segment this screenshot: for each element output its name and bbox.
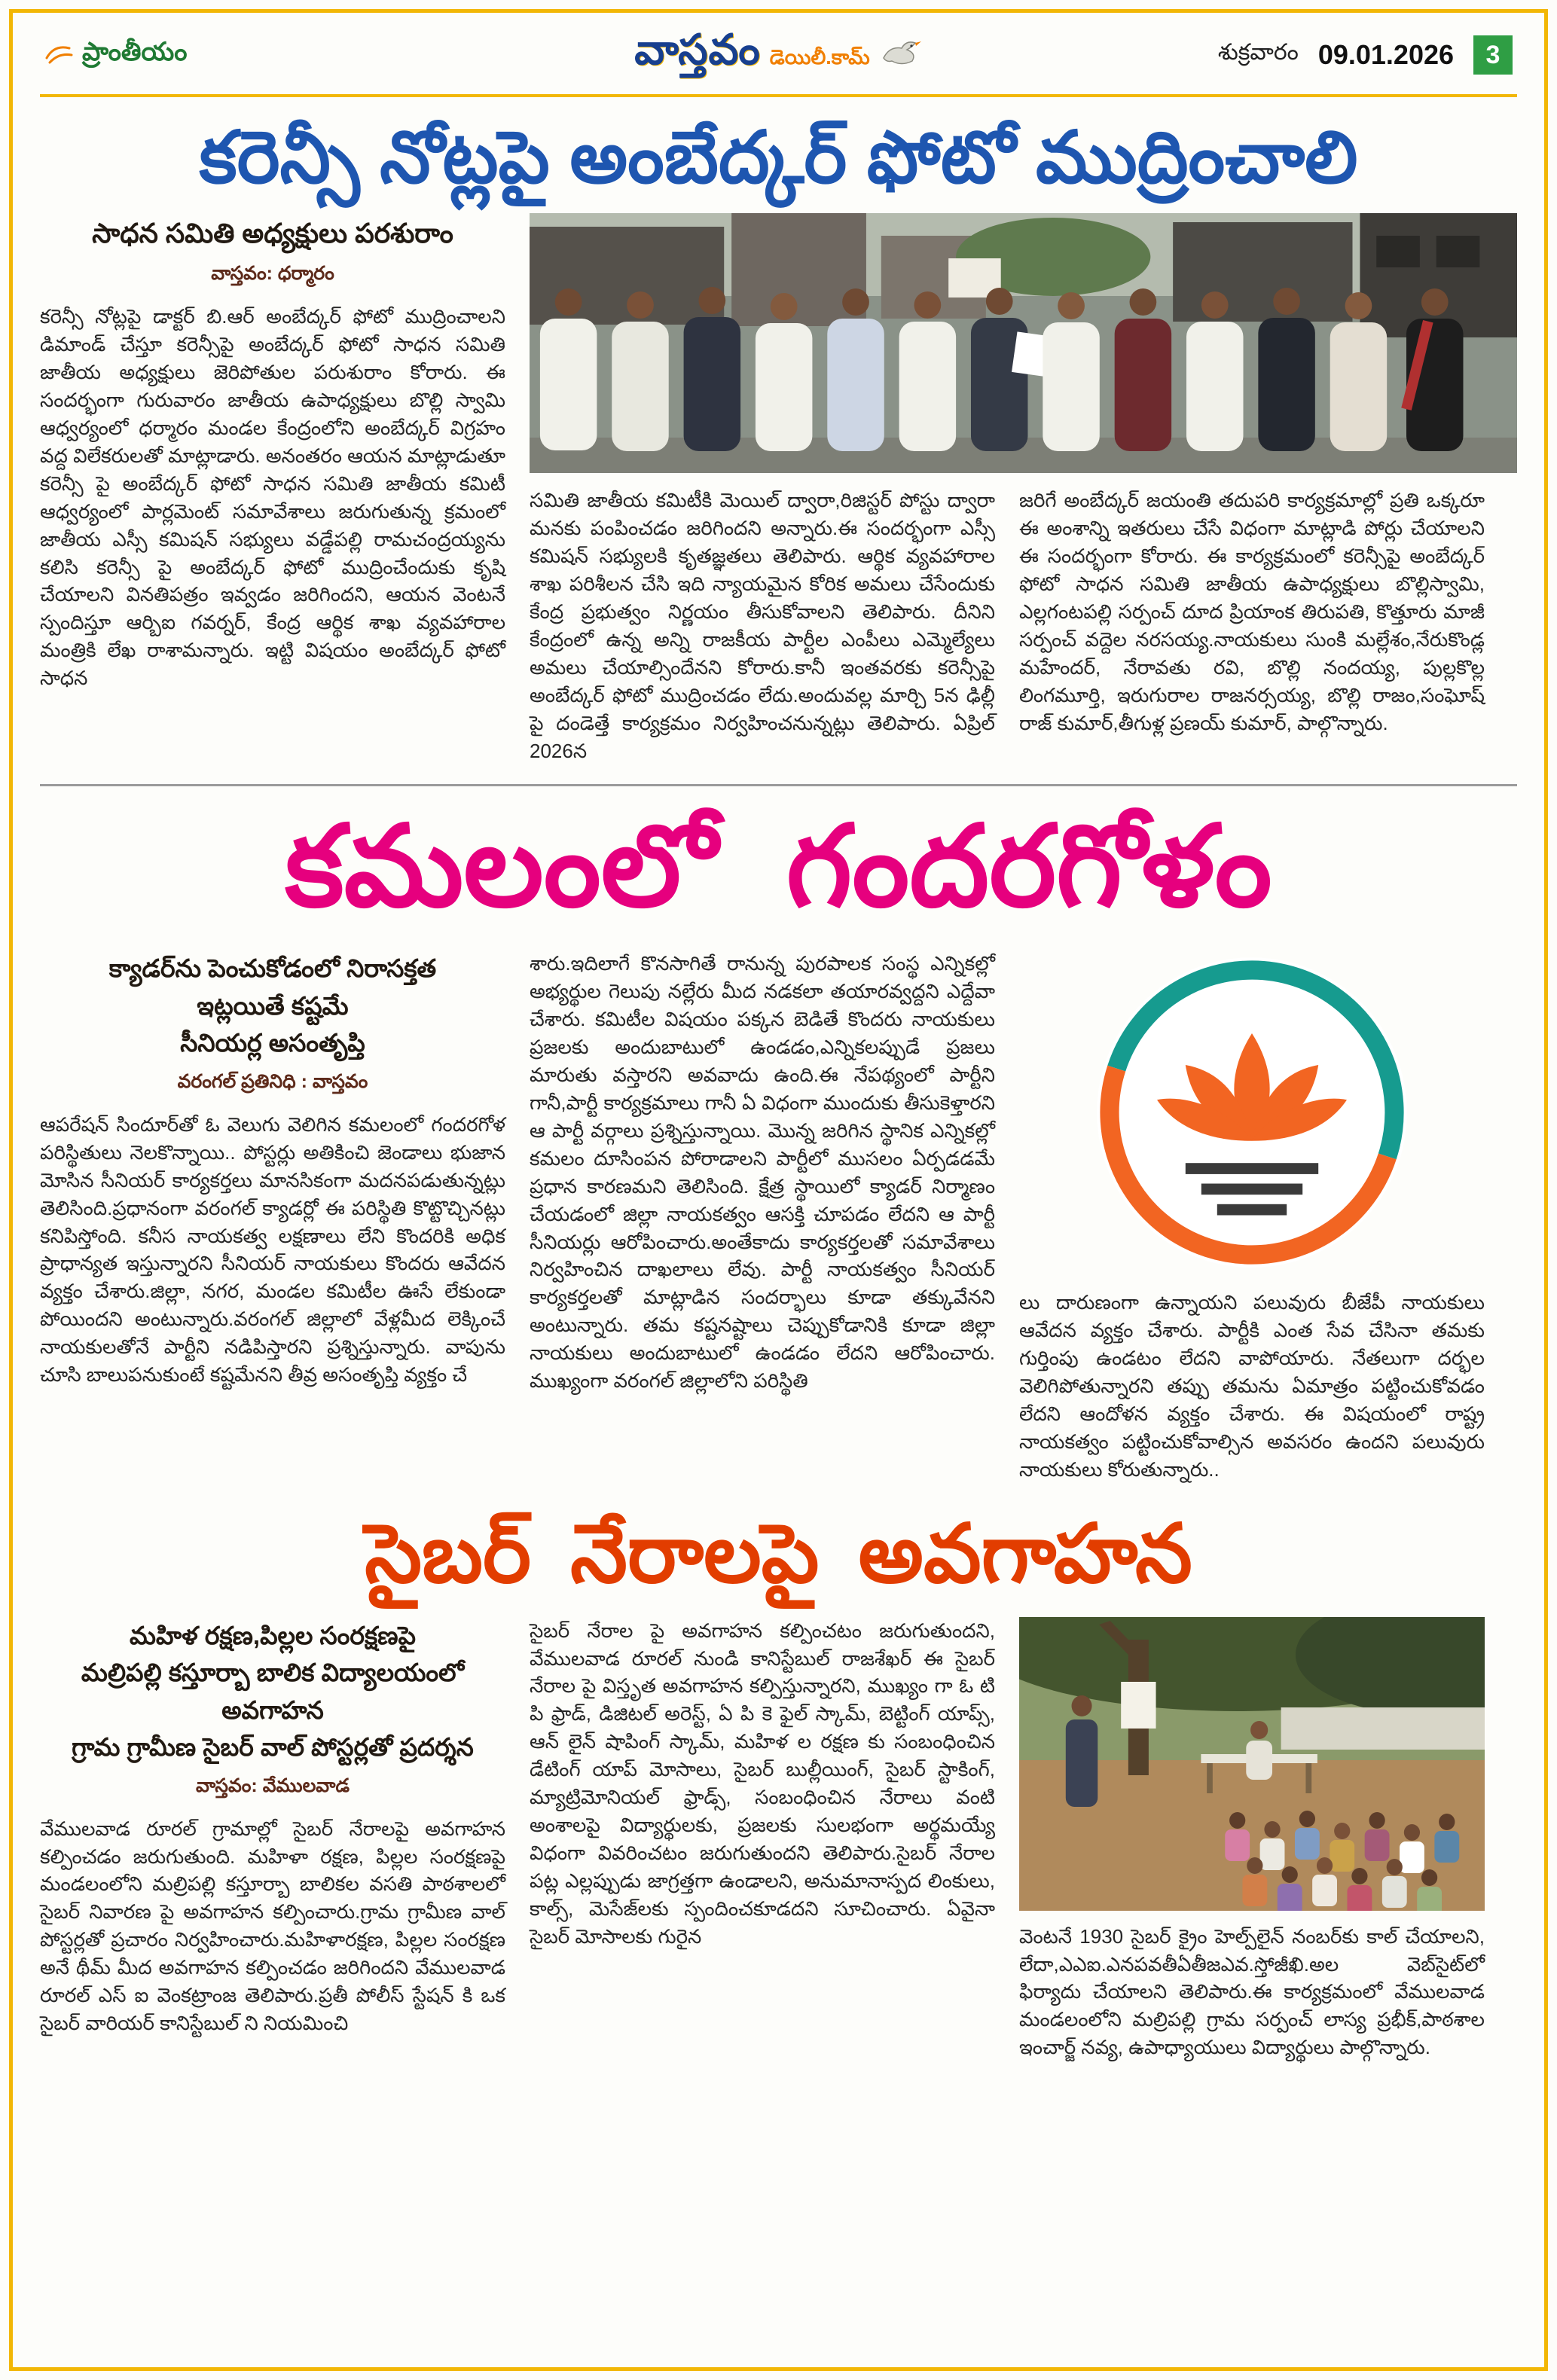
masthead-date <box>923 35 1513 75</box>
article2-headline: కమలంలో గందరగోళం <box>285 803 1272 930</box>
article3-subhead-line3: గ్రామ గ్రామీణ సైబర్ వాల్ పోస్టర్లతో ప్రదర్శన <box>72 1733 474 1762</box>
article3-subhead-line2: మల్రిపల్లి కస్తూర్బా బాలిక విద్యాలయంలో అవగాహన <box>81 1658 465 1724</box>
article3-byline: వాస్తవం: వేములవాడ <box>196 1774 350 1796</box>
section-label: ప్రాంతీయం <box>82 37 188 66</box>
article2-col3-text: లు దారుణంగా ఉన్నాయని పలువురు బీజేపీ నాయకులు ఆవేదన వ్యక్తం చేశారు. పార్టీకి ఎంత సేవ చేసినా తమకు గుర్తింపు ఉండటం లేదని వాపోయారు. నేతలుగా దర్భల వెలిగిపోతున్నారని తప్పు తమను ఏమాత్రం పట్టించుకోవడం లేదని ఆందోళన వ్యక్తం చేశారు. ఈ విషయంలో రాష్ట్ర నాయకత్వం పట్టించుకోవాల్సిన అవసరం ఉందని పలువురు నాయకులు కోరుతున్నారు.. <box>1019 1291 1485 1481</box>
newspaper-page <box>13 13 1544 2367</box>
masthead <box>40 13 1517 97</box>
article3-photo <box>1019 1617 1485 1911</box>
article2-left-column <box>40 950 505 1483</box>
article3-left-column <box>40 1617 505 2062</box>
article2-byline: వరంగల్ ప్రతినిధి : వాస్తవం <box>177 1070 368 1092</box>
article3-col2-text: సైబర్ నేరాల పై అవగాహన కల్పించటం జరుగుతుందని, వేములవాడ రూరల్ నుండి కానిస్టేబుల్ రాజశేఖర్ ఈ సైబర్ నేరాల పై విస్తృత అవగాహన కల్పిస్తున్నారని, ముఖ్యం గా ఓ టి పి ఫ్రాడ్, డిజిటల్ అరెస్ట్, ఏ పి కె ఫైల్ స్కామ్, బెట్టింగ్ యాప్స్, ఆన్ లైన్ షాపింగ్ స్కామ్, మహిళ ల రక్షణ కు సంబంధించిన డేటింగ్ యాప్ మోసాలు, సైబర్ బుల్లీయింగ్, సైబర్ స్టాకింగ్, మ్యాట్రిమోనియల్ ఫ్రాడ్స్, సంబంధించిన నేరాలు వంటి అంశాలపై విద్యార్థులకు, ప్రజలకు సులభంగా అర్థమయ్యే విధంగా వివరించటం జరుగుతుందని తెలిపారు.సైబర్ నేరాల పట్ల ఎల్లప్పుడు జాగ్రత్తగా ఉండాలని, అనుమానాస్పద లింకులు, కాల్స్, మెసేజ్‌లకు స్పందించకూడదని సూచించారు. ఏవైనా సైబర్ మోసాలకు గురైన <box>530 1619 995 1948</box>
article1-col1-text: కరెన్సీ నోట్లపై డాక్టర్ బి.ఆర్ అంబేద్కర్ ఫోటో ముద్రించాలని డిమాండ్ చేస్తూ కరెన్సీపై అంబేద్కర్ ఫోటో సాధన సమితి జాతీయ అధ్యక్షులు జెరిపోతుల పరుశురాం కోరారు. ఈ సందర్భంగా గురువారం జాతీయ ఉపాధ్యక్షులు బొల్లి స్వామి ఆధ్వర్యంలో ధర్మారం మండల కేంద్రంలోని అంబేద్కర్ విగ్రహం వద్ద విలేకరులతో మాట్లాడారు. అనంతరం ఆయన మాట్లాడుతూ కరెన్సీ పై అంబేద్కర్ ఫోటో సాధన సమితి జాతీయ కమిటీ ఆధ్వర్యంలో పార్లమెంట్ సమావేశాలు జరుగుతున్న క్రమంలో జాతీయ ఎస్సీ కమిషన్ సభ్యులు వడ్డేపల్లి రామచంద్రయ్యను కలిసి కరెన్సీ పై అంబేద్కర్ ఫోటో ముద్రించేందుకు కృషి చేయాలని వినతిపత్రం ఇవ్వడం జరిగిందని, ఆయన వెంటనే స్పందిస్తూ ఆర్బిఐ గవర్నర్, కేంద్ర ఆర్థిక శాఖ వ్యవహారాల మంత్రికి లేఖ రాశామన్నారు. ఇట్టి విషయం అంబేద్కర్ ఫోటో సాధన <box>40 305 505 690</box>
article1-left-column <box>40 213 505 764</box>
article3 <box>40 1617 1517 2062</box>
article2 <box>40 950 1517 1483</box>
article1-byline: వాస్తవం: ధర్మారం <box>211 263 334 285</box>
article1-lower-columns <box>530 487 1517 764</box>
brand-suffix: డెయిలీ.కామ్ <box>769 46 870 69</box>
article2-subhead-line3: సీనియర్ల అసంతృప్తి <box>180 1029 365 1057</box>
article1-subhead: సాధన సమితి అధ్యక్షులు పరశురాం <box>92 218 453 249</box>
weekday-label: శుక్రవారం <box>1217 39 1299 65</box>
article2-col2-text: శారు.ఇదిలాగే కొనసాగితే రానున్న పురపాలక సంస్థ ఎన్నికల్లో అభ్యర్థుల గెలుపు నల్లేరు మీద నడకలా తయారవ్వద్దని ఎద్దేవా చేశారు. కమిటీల విషయం పక్కన బెడితే కొందరు నాయకులు ప్రజలకు అందుబాటులో ఉండడం,ఎన్నికలప్పుడే ప్రజలు మారుతు వస్తారని అవవాదు ఉంది.ఈ నేపథ్యంలో పార్టీని గానీ,పార్టీ కార్యక్రమాలు గానీ ఏ విధంగా ముందుకు తీసుకెళ్తారని ఆ పార్టీ వర్గాలు ప్రశ్నిస్తున్నాయి. మొన్న జరిగిన స్థానిక ఎన్నికల్లో కమలం దూసింపన పోరాడాలని పార్టీలో ముసలం ఏర్పడడమే ప్రధాన కారణమని తెలిసింది. క్షేత్ర స్థాయిలో క్యాడర్ నిర్మాణం చేయడంలో జిల్లా నాయకత్వం ఆసక్తి చూపడం లేదని ఆ పార్టీ సీనియర్లు ఆరోపించారు.అంతేకాదు కార్యకర్తలతో సమావేశాలు నిర్వహించిన దాఖలాలు లేవు. పార్టీ నాయకత్వం సీనియర్ కార్యకర్తలతో మాట్లాడిన సందర్భాలు కూడా తక్కువేనని అంటున్నారు. తమ కష్టనష్టాలు చెప్పుకోడానికి కూడా జిల్లా నాయకులు అందుబాటులో ఉండడం లేదని ఆరోపించారు. ముఖ్యంగా వరంగల్ జిల్లాలోని పరిస్థితి <box>530 952 995 1393</box>
article3-col3-text: వెంటనే 1930 సైబర్ క్రైం హెల్ప్‌లైన్ నంబర్‌కు కాల్ చేయాలని, లేదా,ఎఎఐ.ఎనపవతీఏతీజఎవ.స్తోజీఖి.అల వెబ్‌సైట్‌లో ఫిర్యాదు చేయాలని తెలిపారు.ఈ కార్యక్రమంలో వేములవాడ మండలంలోని మల్రిపల్లి గ్రామ సర్పంచ్ లాస్య ప్రభీక్,పాఠశాల ఇంచార్జ్ నవ్య, ఉపాధ్యాయులు విద్యార్థులు పాల్గొన్నారు. <box>1019 1924 1485 2059</box>
article1 <box>40 213 1517 764</box>
date-value: 09.01.2026 <box>1317 39 1455 70</box>
article3-right-column <box>1019 1617 1485 2062</box>
brand-title: వాస్తవం <box>634 26 761 73</box>
section-divider <box>40 784 1517 786</box>
article2-right-column <box>1019 950 1485 1483</box>
article3-subhead <box>40 1617 505 1766</box>
article3-headline: సైబర్ నేరాలపై అవగాహన <box>365 1507 1192 1599</box>
masthead-section <box>44 38 634 73</box>
article2-subhead-line2: ఇట్లయితే కష్టమే <box>197 991 349 1020</box>
article3-subhead-line1: మహిళ రక్షణ,పిల్లల సంరక్షణపై <box>130 1621 416 1649</box>
article1-right-area <box>530 213 1517 764</box>
article2-subhead-line1: క్యాడర్‌ను పెంచుకోడంలో నిరాసక్తత <box>108 954 437 983</box>
article1-col2-text: సమితి జాతీయ కమిటీకి మెయిల్ ద్వారా,రిజిస్టర్ పోస్టు ద్వారా మనకు పంపించడం జరిగిందని అన్నారు.ఈ సందర్భంగా ఎస్సీ కమిషన్ సభ్యులకి కృతజ్ఞతలు తెలిపారు. ఆర్థిక వ్యవహారాల శాఖ పరిశీలన చేసి ఇది న్యాయమైన కోరిక అమలు చేసేందుకు కేంద్ర ప్రభుత్వం నిర్ణయం తీసుకోవాలని తెలిపారు. దీనిని కేంద్రంలో ఉన్న అన్ని రాజకీయ పార్టీల ఎంపీలు ఎమ్మెల్యేలు అమలు చేయాల్సిందేనని కోరారు.కానీ ఇంతవరకు కరెన్సీపై అంబేద్కర్ ఫోటో ముద్రించడం లేదు.అందువల్ల మార్చి 5న ఢిల్లీ పై దండెత్తే కార్యక్రమం నిర్వహించనున్నట్లు తెలిపారు. ఏప్రిల్ 2026న <box>530 489 995 762</box>
dove-icon <box>879 38 923 72</box>
bjp-lotus-logo <box>1019 950 1485 1289</box>
page-number-badge: 3 <box>1473 35 1513 75</box>
article3-col1-text: వేములవాడ రూరల్ గ్రామాల్లో సైబర్ నేరాలపై అవగాహన కల్పించడం జరుగుతుంది. మహిళా రక్షణ, పిల్లల సంరక్షణపై మండలంలోని మల్రిపల్లి కస్తూర్బా బాలికల వసతి పాఠశాలలో సైబర్ నివారణ పై అవగాహన కల్పించారు.గ్రామ గ్రామీణ వాల్ పోస్టర్లతో ప్రచారం నిర్వహించారు.మహిళారక్షణ, పిల్లల సంరక్షణ అనే థీమ్ మీద అవగాహన కల్పించడం జరిగిందని వేములవాడ రూరల్ ఎస్ ఐ వెంకట్రాంజ తెలిపారు.ప్రతీ పోలీస్ స్టేషన్ కి ఒక సైబర్ వారియర్ కానిస్టేబుల్ ని నియమించి <box>40 1817 505 2034</box>
masthead-brand <box>634 25 922 85</box>
flourish-icon <box>44 41 75 69</box>
article2-col1-text: ఆపరేషన్ సిందూర్‌తో ఓ వెలుగు వెలిగిన కమలంలో గందరగోళ పరిస్థితులు నెలకొన్నాయి.. పోస్టర్లు అతికించి జెండాలు భుజాన మోసిన సీనియర్ కార్యకర్తలు మానసికంగా మదనపడుతున్నట్లు తెలిసింది.ప్రధానంగా వరంగల్ క్యాడర్లో ఈ పరిస్థితి కొట్టొచ్చినట్లు కనిపిస్తోంది. కనీస నాయకత్వ లక్షణాలు లేని కొందరికి అధిక ప్రాధాన్యత ఇస్తున్నారని సీనియర్ నాయకులు కొందరు ఆవేదన వ్యక్తం చేశారు.జిల్లా, నగర, మండల కమిటీల ఊసే లేకుండా పోయిందని అంటున్నారు.వరంగల్ జిల్లాలో వేళ్లమీద లెక్కించే నాయకులతోనే పార్టీని నడిపిస్తారని ప్రశ్నిస్తున్నారు. వాపును చూసి బాలుపనుకుంటే కష్టమేనని తీవ్ర అసంతృప్తి వ్యక్తం చే <box>40 1112 505 1387</box>
article2-subhead <box>40 950 505 1062</box>
article1-photo <box>530 213 1517 473</box>
article1-col3-text: జరిగే అంబేద్కర్ జయంతి తదుపరి కార్యక్రమాల్లో ప్రతి ఒక్కరూ ఈ అంశాన్ని ఇతరులు చేసే విధంగా మాట్లాడి పోర్లు చేయాలని ఈ సందర్భంగా కోరారు. ఈ కార్యక్రమంలో కరెన్సీపై అంబేద్కర్ ఫోటో సాధన సమితి జాతీయ ఉపాధ్యక్షులు బొల్లిస్వామి, ఎల్లగంటపల్లి సర్పంచ్ దూద ప్రియాంక తిరుపతి, కొత్తూరు మాజీ సర్పంచ్ వద్దెల నరసయ్య.నాయకులు సుంకి మల్లేశం,నేరుకొండ్ల మహేందర్, నేరావతు రవి, బొల్లి నందయ్య, పుల్లకొల్ల లింగమూర్తి, ఇరుగురాల రాజనర్సయ్య, బొల్లి రాజం,సంఘోష్ రాజ్ కుమార్,తీగుళ్ల ప్రణయ్ కుమార్, పాల్గొన్నారు. <box>1019 489 1485 734</box>
article1-headline: కరెన్సీ నోట్లపై అంబేద్కర్ ఫోటో ముద్రించాలి <box>199 117 1358 198</box>
